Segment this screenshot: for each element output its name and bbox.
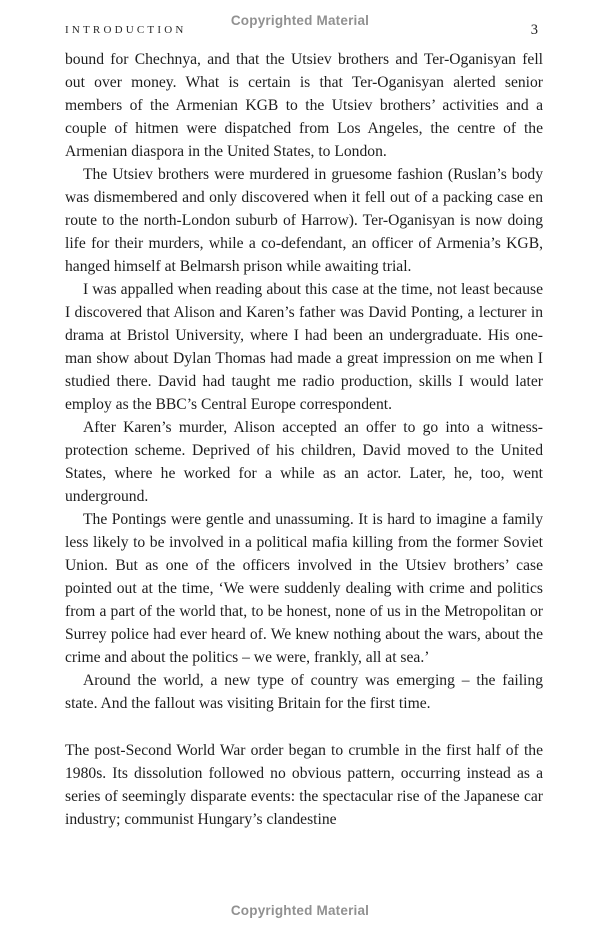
paragraph-3: I was appalled when reading about this case at the time, not least because I discovered that Alison and Karen’s father was David Ponting, a lecturer in drama at Bristol University, where I had been an undergraduate. His one-man show about Dylan Thomas had made a great impression on me when I studied there. David had taught me radio production, skills I would later employ as the BBC’s Central Europe correspondent. <box>65 281 543 413</box>
copyright-watermark-bottom: Copyrighted Material <box>230 903 370 918</box>
running-head: INTRODUCTION <box>65 24 187 36</box>
copyright-watermark-top: Copyrighted Material <box>230 13 370 28</box>
body-text <box>65 48 543 893</box>
paragraph-1: bound for Chechnya, and that the Utsiev brothers and Ter-Oganisyan fell out over money. What is certain is that Ter-Oganisyan alerted senior members of the Armenian KGB to the Utsiev brothers’ activities and a couple of hitmen were dispatched from Los Angeles, the centre of the Armenian diaspora in the United States, to London. <box>65 51 543 160</box>
paragraph-6: Around the world, a new type of country was emerging – the failing state. And the fallout was visiting Britain for the first time. <box>65 672 543 712</box>
paragraph-5: The Pontings were gentle and unassuming. It is hard to imagine a family less likely to be involved in a political mafia killing from the former Soviet Union. But as one of the officers involved in the Utsiev brothers’ case pointed out at the time, ‘We were suddenly dealing with crime and politics from a part of the world that, to be honest, none of us in the Metropolitan or Surrey police had ever heard of. We knew nothing about the wars, about the crime and about the politics – we were, frankly, all at sea.’ <box>65 511 543 666</box>
page-number: 3 <box>530 22 538 38</box>
paragraph-4: After Karen’s murder, Alison accepted an offer to go into a witness-protection scheme. Deprived of his children, David moved to the United States, where he worked for a while as an actor. Later, he, too, went underground. <box>65 419 543 505</box>
paragraph-2: The Utsiev brothers were murdered in gruesome fashion (Ruslan’s body was dismembered and only discovered when it fell out of a packing case en route to the north-London suburb of Harrow). Ter-Oganisyan is now doing life for their murders, while a co-defendant, an officer of Armenia’s KGB, hanged himself at Belmarsh prison while awaiting trial. <box>65 166 543 275</box>
paragraph-7: The post-Second World War order began to crumble in the first half of the 1980s. Its dissolution followed no obvious pattern, occurring instead as a series of seemingly disparate events: the spectacular rise of the Japanese car industry; communist Hungary’s clandestine <box>65 742 543 828</box>
page-header <box>65 22 542 40</box>
